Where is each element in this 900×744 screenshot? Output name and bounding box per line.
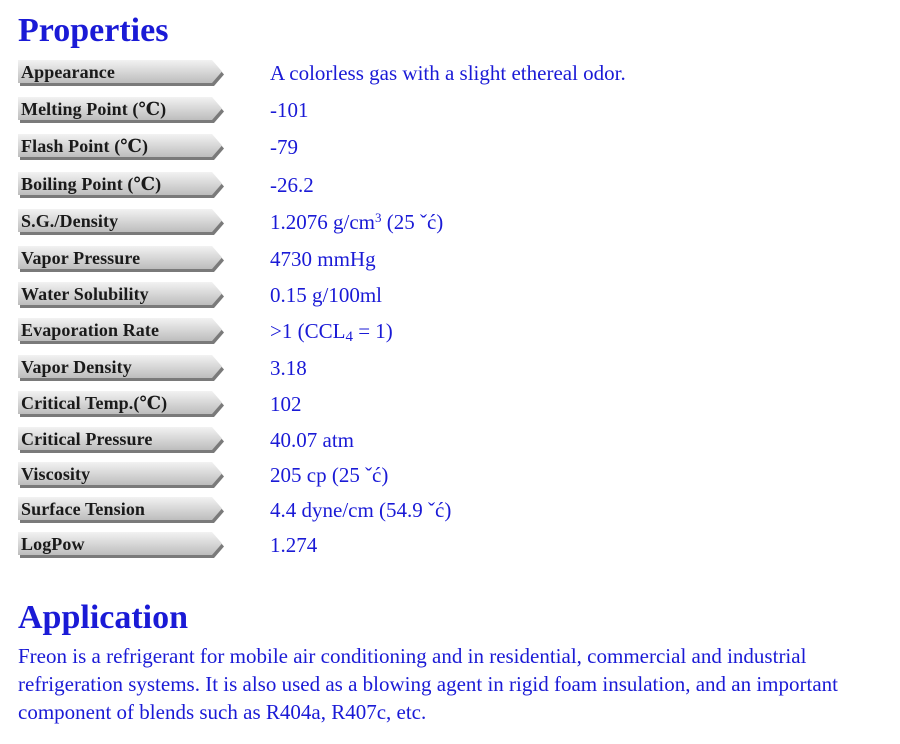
- property-label-tab: [18, 318, 222, 345]
- property-row-appearance: [0, 60, 900, 92]
- property-value-tail: (25 ˇć): [381, 210, 444, 234]
- property-label-tab: [18, 497, 222, 524]
- property-label-tab: [18, 391, 222, 418]
- property-value-tail: = 1): [352, 319, 393, 343]
- property-label: Vapor Density: [21, 357, 132, 377]
- properties-heading: Properties: [18, 12, 169, 49]
- property-value: 3.18: [270, 356, 307, 380]
- property-value: 4.4 dyne/cm (54.9 ˇć): [270, 498, 452, 522]
- property-value: -101: [270, 98, 309, 122]
- property-row-critical-temp: [0, 391, 900, 423]
- property-label: Flash Point (℃): [21, 136, 149, 156]
- property-value: 40.07 atm: [270, 428, 354, 452]
- property-label-tab: [18, 60, 222, 87]
- property-value: 4730 mmHg: [270, 247, 376, 271]
- property-value-subscript: 4: [345, 329, 353, 345]
- property-value: -79: [270, 135, 298, 159]
- property-label: Evaporation Rate: [21, 320, 160, 340]
- property-label: Boiling Point (℃): [21, 174, 162, 194]
- property-value: 1.274: [270, 533, 318, 557]
- property-value: -26.2: [270, 173, 314, 197]
- property-label-tab: [18, 355, 222, 382]
- property-label: Water Solubility: [21, 284, 149, 304]
- property-label: Vapor Pressure: [21, 248, 141, 268]
- property-label-tab: [18, 246, 222, 273]
- property-label-tab: [18, 172, 222, 199]
- property-row-critical-pressure: [0, 427, 900, 459]
- property-label: Viscosity: [21, 464, 91, 484]
- application-paragraph: Freon is a refrigerant for mobile air conditioning and in residential, commercial and industrial refrigeration systems. It is also used as a blowing agent in rigid foam insulation, and an important component of blends such as R404a, R407c, etc.: [18, 644, 838, 724]
- property-value: 102: [270, 392, 302, 416]
- property-value: 0.15 g/100ml: [270, 283, 383, 307]
- property-value-main: 1.2076 g/cm: [270, 210, 375, 234]
- property-label-tab: [18, 282, 222, 309]
- property-row-vapor-density: [0, 355, 900, 387]
- property-label-tab: [18, 209, 222, 236]
- property-value: [270, 319, 393, 344]
- property-row-boiling-point: [0, 172, 900, 204]
- property-label-tab: [18, 427, 222, 454]
- property-label: Critical Temp.(℃): [21, 393, 168, 413]
- property-label-tab: [18, 462, 222, 489]
- application-heading: Application: [18, 599, 189, 636]
- property-label-tab: [18, 134, 222, 161]
- property-label: Critical Pressure: [21, 429, 153, 449]
- property-value-superscript: 3: [375, 210, 382, 225]
- property-value-main: >1 (CCL: [270, 319, 346, 343]
- property-row-surface-tension: [0, 497, 900, 529]
- property-row-vapor-pressure: [0, 246, 900, 278]
- property-row-water-solubility: [0, 282, 900, 314]
- property-label-tab: [18, 97, 222, 124]
- property-label: Appearance: [21, 62, 115, 82]
- property-label: Surface Tension: [21, 499, 146, 519]
- property-row-flash-point: [0, 134, 900, 166]
- property-label: S.G./Density: [21, 211, 119, 231]
- property-row-melting-point: [0, 97, 900, 129]
- property-label-tab: [18, 532, 222, 559]
- property-value: A colorless gas with a slight ethereal odor.: [270, 61, 626, 85]
- property-row-density: [0, 209, 900, 241]
- property-row-viscosity: [0, 462, 900, 494]
- property-row-logpow: [0, 532, 900, 564]
- property-value: [270, 210, 443, 235]
- property-label: LogPow: [21, 534, 85, 554]
- property-row-evaporation-rate: [0, 318, 900, 350]
- property-label: Melting Point (℃): [21, 99, 167, 119]
- property-value: 205 cp (25 ˇć): [270, 463, 389, 487]
